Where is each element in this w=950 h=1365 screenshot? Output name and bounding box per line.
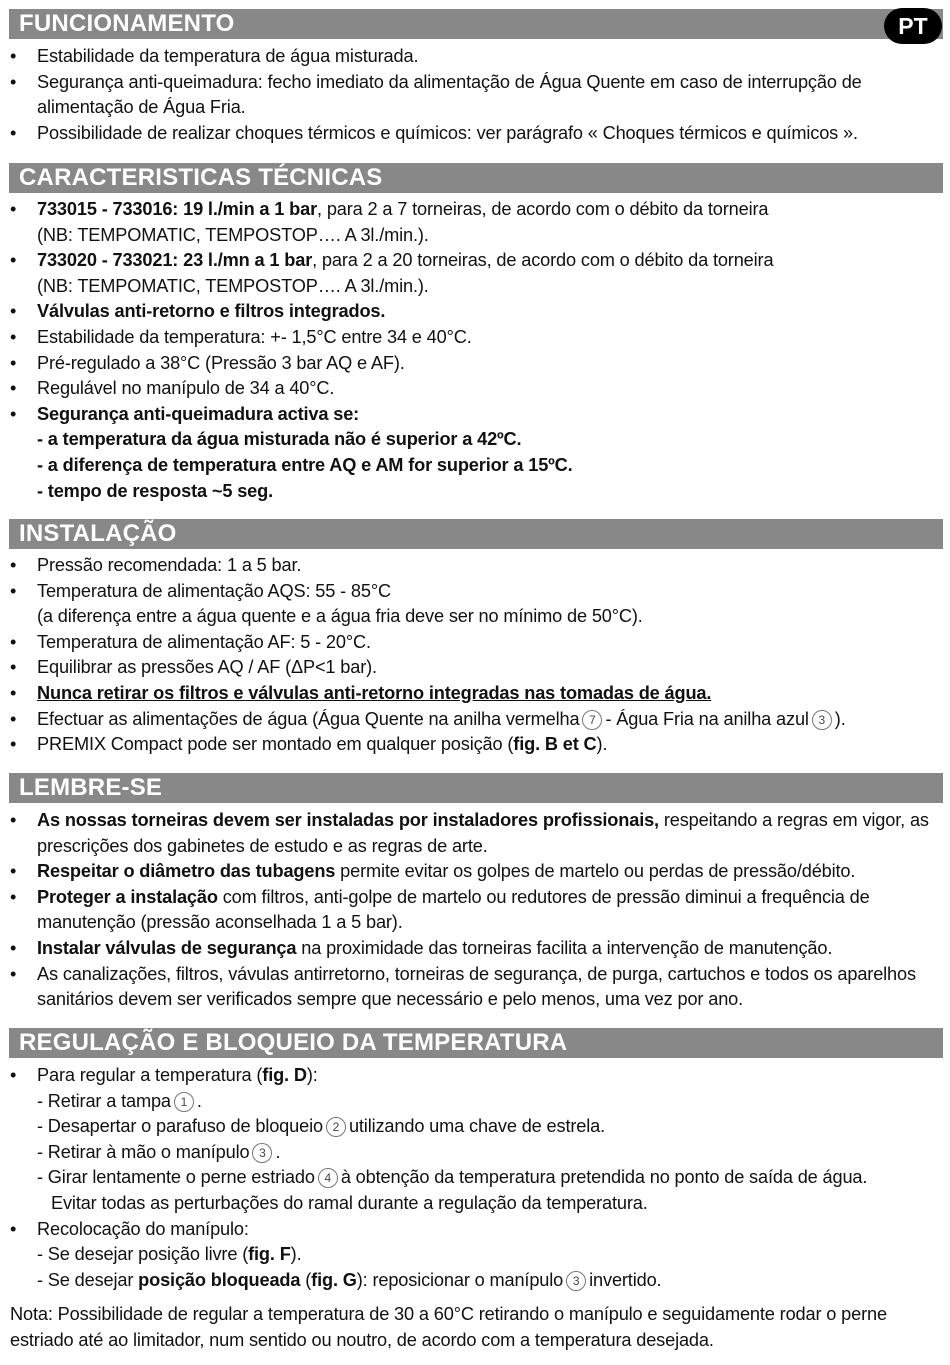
- item-bold: Respeitar o diâmetro das tubagens: [37, 861, 336, 882]
- figure-ref: fig. G: [311, 1269, 357, 1290]
- list-item: • Segurança anti-queimadura: fecho imediato da alimentação de Água Quente em caso de interrupção de alimentação de Água Fria.: [0, 70, 950, 121]
- list-item: [0, 885, 950, 936]
- warning-text: Nunca retirar os filtros e válvulas anti-retorno integradas nas tomadas de água.: [37, 682, 712, 703]
- bullet-list: [0, 553, 950, 758]
- item-text: - Água Fria na anilha azul: [605, 708, 809, 729]
- note-paragraph: Nota: Possibilidade de regular a temperatura de 30 a 60°C retirando o manípulo e seguidamente rodar o perne estriado até ao limitador, num sentido ou noutro, de acordo com a temperatura desejada.: [10, 1304, 887, 1350]
- bullet-list: [0, 1063, 950, 1293]
- list-item: [0, 402, 950, 504]
- part-number-2: 2: [326, 1117, 346, 1137]
- list-item: • As canalizações, filtros, vávulas antirretorno, torneiras de segurança, de purga, cartuchos e todos os aparelhos sanitários devem ser verificados sempre que necessário e pelo menos, uma vez por ano.: [0, 962, 950, 1013]
- section-funcionamento: [0, 9, 950, 146]
- list-item: • Estabilidade da temperatura de água misturada.: [0, 44, 950, 70]
- item-bold: Instalar válvulas de segurança: [37, 937, 297, 958]
- item-text: ):: [306, 1065, 318, 1085]
- step-line: [37, 1242, 944, 1268]
- list-item: [0, 579, 950, 630]
- item-text: Válvulas anti-retorno e filtros integrados.: [37, 301, 386, 322]
- step-text: invertido.: [589, 1269, 662, 1290]
- list-item: [0, 808, 950, 859]
- step-text: (: [300, 1269, 312, 1290]
- list-item: [0, 299, 950, 325]
- part-number-3: 3: [566, 1271, 586, 1291]
- step-text: - Girar lentamente o perne estriado: [37, 1167, 315, 1188]
- list-item: • Estabilidade da temperatura: +- 1,5°C entre 34 e 40°C.: [0, 325, 950, 351]
- step-text: à obtenção da temperatura pretendida no ponto de saída de água.: [340, 1167, 868, 1188]
- list-item: • Regulável no manípulo de 34 a 40°C.: [0, 376, 950, 402]
- step-line: [37, 1114, 944, 1140]
- list-item: • Pressão recomendada: 1 a 5 bar.: [0, 553, 950, 579]
- item-subline: - a temperatura da água misturada não é superior a 42ºC.: [37, 429, 522, 450]
- step-text: ).: [290, 1244, 302, 1265]
- step-line: [37, 1089, 944, 1115]
- section-lembre-se: [0, 773, 950, 1013]
- item-bold: As nossas torneiras devem ser instaladas por instaladores profissionais,: [37, 810, 659, 830]
- list-item: • Pré-regulado a 38°C (Pressão 3 bar AQ e AF).: [0, 351, 950, 377]
- item-subline: (a diferença entre a água quente e a água fria deve ser no mínimo de 50°C).: [37, 606, 643, 627]
- list-item: [0, 248, 950, 299]
- item-text: Para regular a temperatura (: [37, 1065, 263, 1085]
- item-text: Recolocação do manípulo:: [37, 1218, 249, 1239]
- list-item: [0, 681, 950, 707]
- section-title: CARACTERISTICAS TÉCNICAS: [9, 163, 943, 193]
- item-text: , para 2 a 20 torneiras, de acordo com o débito da torneira: [312, 250, 774, 271]
- step-text: .: [196, 1090, 202, 1111]
- item-bold: Proteger a instalação: [37, 886, 218, 907]
- step-text: ): reposicionar o manípulo: [356, 1269, 564, 1290]
- bullet-list: [0, 44, 950, 146]
- step-text: .: [275, 1141, 281, 1162]
- item-text: respeitando a regras em vigor, as prescrições dos gabinetes de estudo e as regras de arte.: [37, 810, 929, 856]
- list-item: [0, 707, 950, 733]
- list-item: • Equilibrar as pressões AQ / AF (ΔP<1 bar).: [0, 655, 950, 681]
- section-regulacao: [0, 1028, 950, 1354]
- bullet-list: [0, 808, 950, 1013]
- step-line: [37, 1268, 944, 1294]
- step-text: - Retirar à mão o manípulo: [37, 1141, 250, 1162]
- step-line: Evitar todas as perturbações do ramal durante a regulação da temperatura.: [51, 1192, 648, 1213]
- item-subline: (NB: TEMPOMATIC, TEMPOSTOP…. A 3l./min.).: [37, 224, 429, 245]
- figure-ref: fig. B et C: [513, 734, 597, 755]
- model-spec: 733015 - 733016: 19 l./min a 1 bar: [37, 199, 318, 219]
- item-text: PREMIX Compact pode ser montado em qualquer posição (: [37, 734, 514, 755]
- item-subline: - a diferença de temperatura entre AQ e AM for superior a 15ºC.: [37, 454, 573, 475]
- item-subline: - tempo de resposta ~5 seg.: [37, 480, 274, 501]
- section-instalacao: [0, 519, 950, 758]
- section-title: FUNCIONAMENTO: [9, 9, 943, 39]
- part-number-3: 3: [252, 1143, 272, 1163]
- part-number-4: 4: [318, 1168, 338, 1188]
- list-item: [0, 936, 950, 962]
- bullet-list: [0, 197, 950, 504]
- step-text: - Retirar a tampa: [37, 1090, 171, 1111]
- item-text: ).: [834, 708, 846, 729]
- item-bold: posição bloqueada: [138, 1269, 301, 1290]
- figure-ref: fig. D: [262, 1065, 307, 1085]
- item-text: , para 2 a 7 torneiras, de acordo com o débito da torneira: [317, 199, 769, 219]
- list-item: • Possibilidade de realizar choques térmicos e químicos: ver parágrafo « Choques térmicos e químicos ».: [0, 121, 950, 147]
- step-text: - Desapertar o parafuso de bloqueio: [37, 1116, 323, 1137]
- step-text: - Se desejar posição livre (: [37, 1244, 249, 1265]
- part-number-3: 3: [812, 710, 832, 730]
- section-caracteristicas: [0, 163, 950, 504]
- list-item: [0, 197, 950, 248]
- item-text: ).: [596, 734, 608, 755]
- item-subline: (NB: TEMPOMATIC, TEMPOSTOP…. A 3l./min.).: [37, 275, 429, 296]
- item-text: Temperatura de alimentação AQS: 55 - 85°C: [37, 580, 391, 601]
- step-text: - Se desejar: [37, 1269, 139, 1290]
- list-item: [0, 859, 950, 885]
- step-text: utilizando uma chave de estrela.: [348, 1116, 605, 1137]
- list-item: • Temperatura de alimentação AF: 5 - 20°C.: [0, 630, 950, 656]
- section-title: LEMBRE-SE: [9, 773, 943, 803]
- figure-ref: fig. F: [248, 1244, 291, 1265]
- list-item: [0, 732, 950, 758]
- section-title: REGULAÇÃO E BLOQUEIO DA TEMPERATURA: [9, 1028, 943, 1058]
- step-line: [37, 1140, 944, 1166]
- part-number-1: 1: [174, 1092, 194, 1112]
- section-title: INSTALAÇÃO: [9, 519, 943, 549]
- step-line: [37, 1165, 944, 1191]
- language-badge: PT: [884, 8, 942, 44]
- part-number-7: 7: [582, 710, 602, 730]
- item-text: permite evitar os golpes de martelo ou perdas de pressão/débito.: [335, 861, 856, 882]
- model-spec: 733020 - 733021: 23 l./mn a 1 bar: [37, 250, 313, 271]
- item-text: Segurança anti-queimadura activa se:: [37, 403, 360, 424]
- item-text: Efectuar as alimentações de água (Água Quente na anilha vermelha: [37, 708, 580, 729]
- list-item: [0, 1063, 950, 1217]
- item-text: com filtros, anti-golpe de martelo ou redutores de pressão diminui a frequência de manutenção (pressão aconselhada 1 a 5 bar).: [37, 886, 870, 933]
- item-text: na proximidade das torneiras facilita a intervenção de manutenção.: [296, 937, 833, 958]
- list-item: [0, 1217, 950, 1294]
